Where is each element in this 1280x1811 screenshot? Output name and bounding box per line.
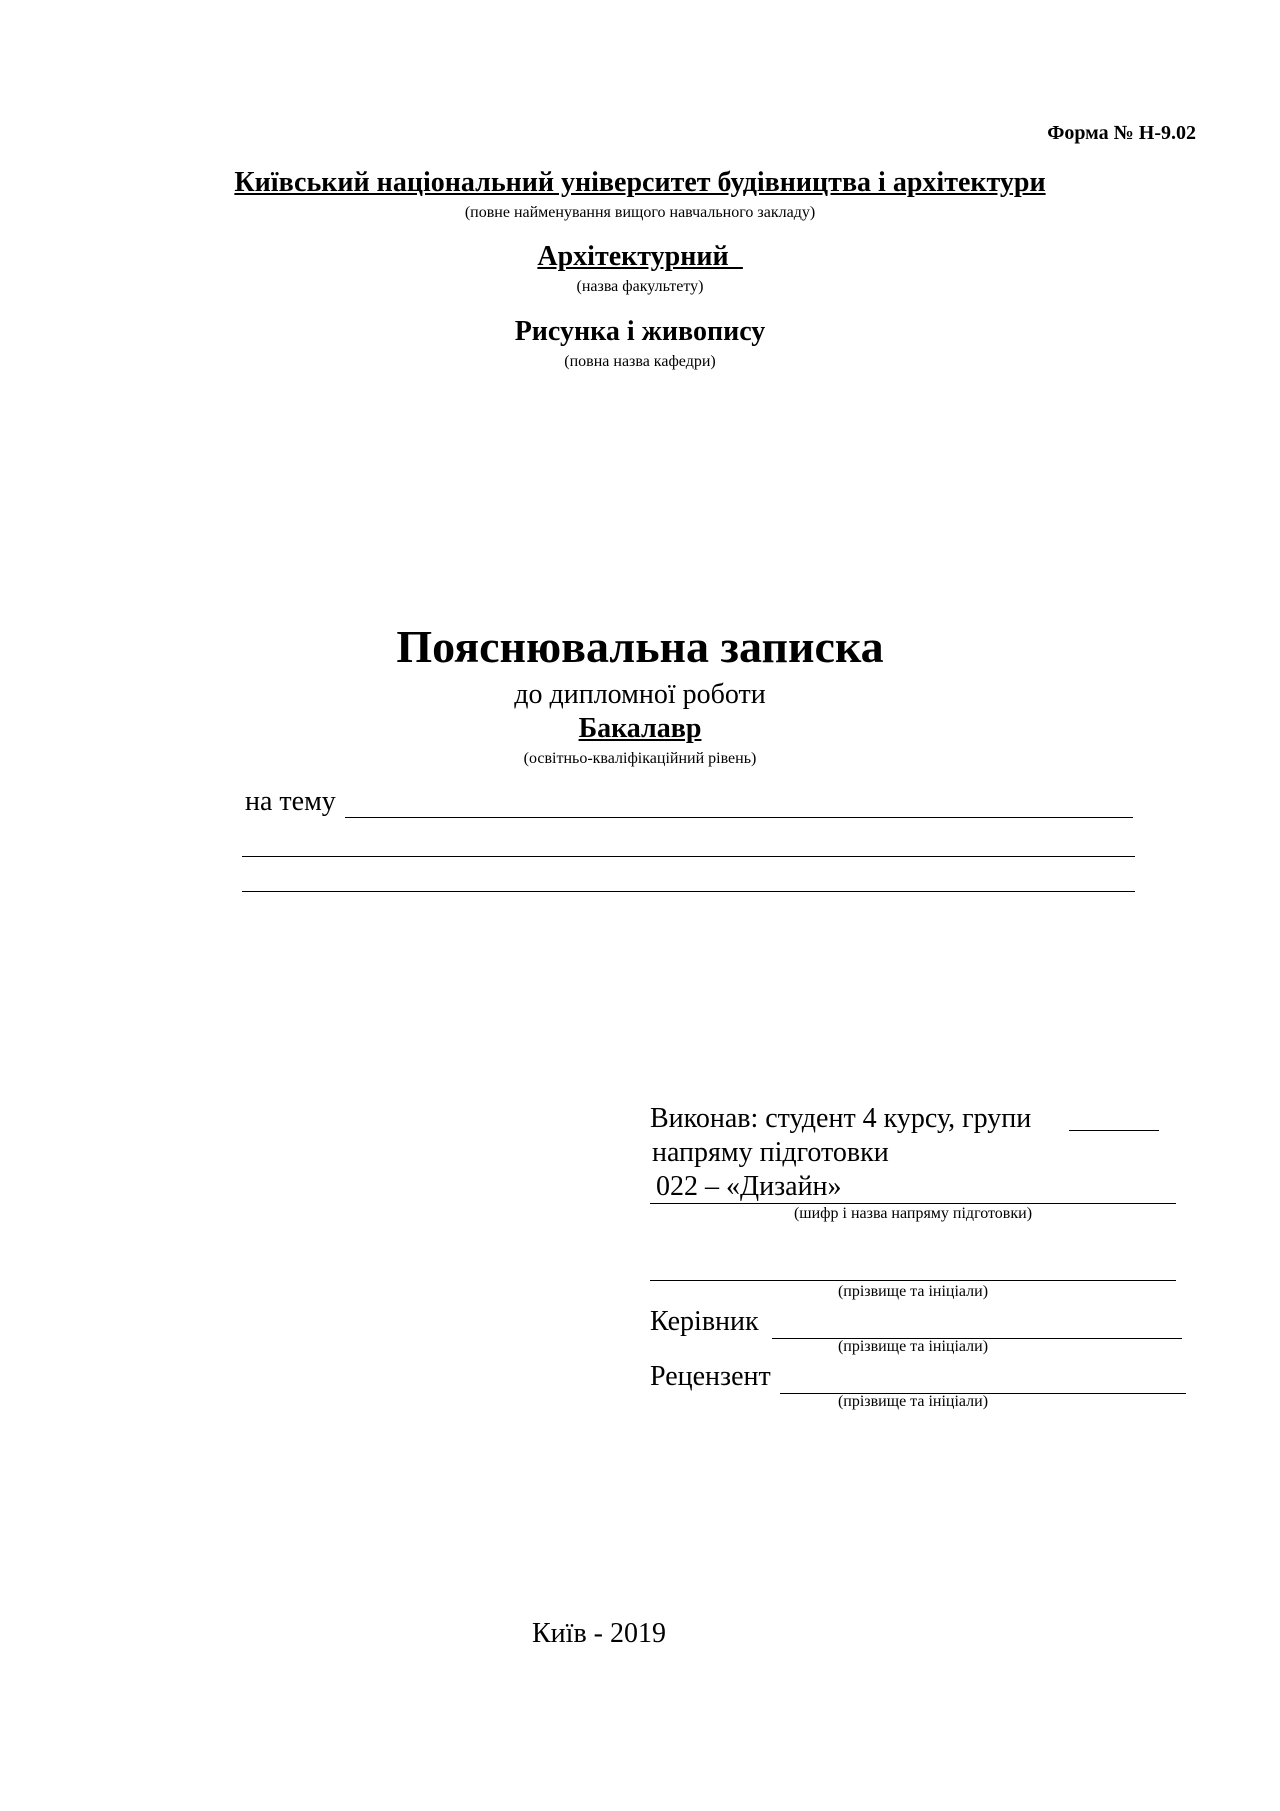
topic-line-3	[242, 891, 1135, 892]
topic-line-1	[345, 817, 1133, 818]
document-title: Пояснювальна записка	[396, 621, 884, 672]
faculty-caption: (назва факультету)	[576, 278, 704, 295]
faculty-name: Архітектурний_	[537, 241, 743, 272]
topic-line-2	[242, 856, 1135, 857]
supervisor-caption: (прізвище та ініціали)	[837, 1338, 989, 1355]
student-name-line	[650, 1280, 1176, 1281]
institution-name: Київський національний університет будівництва і архітектури	[234, 167, 1046, 198]
specialty-underline	[650, 1203, 1176, 1204]
supervisor-label: Керівник	[650, 1306, 759, 1337]
specialty: 022 – «Дизайн»	[656, 1171, 842, 1202]
student-name-caption: (прізвище та ініціали)	[837, 1283, 989, 1300]
city-year: Київ - 2019	[532, 1618, 666, 1649]
reviewer-caption: (прізвище та ініціали)	[837, 1393, 989, 1410]
performer-line: Виконав: студент 4 курсу, групи	[650, 1103, 1032, 1134]
department-name: Рисунка і живопису	[514, 316, 766, 347]
reviewer-label: Рецензент	[650, 1361, 771, 1392]
institution-caption: (повне найменування вищого навчального закладу)	[464, 204, 816, 221]
group-blank	[1069, 1130, 1159, 1131]
direction-label: напряму підготовки	[652, 1137, 889, 1168]
document-subtitle: до дипломної роботи	[514, 679, 766, 710]
topic-label: на тему	[245, 786, 336, 817]
specialty-caption: (шифр і назва напряму підготовки)	[793, 1205, 1033, 1222]
degree-caption: (освітньо-кваліфікаційний рівень)	[523, 750, 757, 767]
form-number: Форма № Н-9.02	[1047, 122, 1196, 144]
department-caption: (повна назва кафедри)	[564, 353, 716, 370]
degree-level: Бакалавр	[578, 713, 702, 744]
